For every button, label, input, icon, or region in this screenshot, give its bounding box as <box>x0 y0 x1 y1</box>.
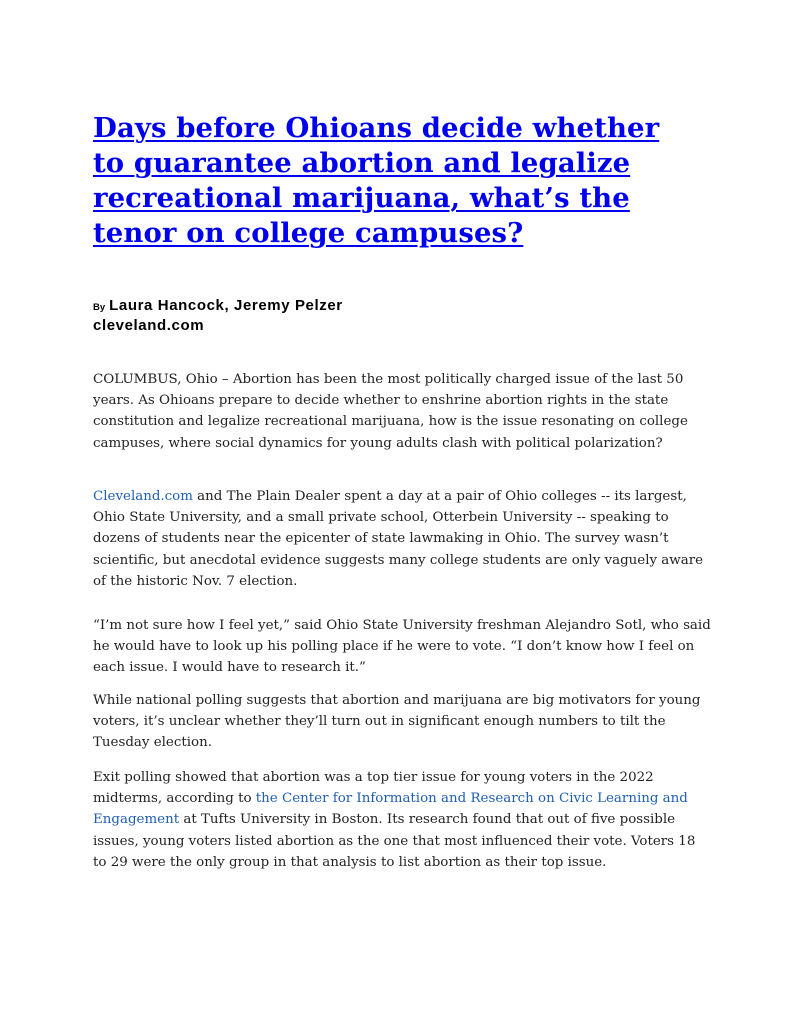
body-paragraph-2 <box>93 486 713 592</box>
outlet-name: cleveland.com <box>93 317 205 334</box>
body-paragraph-5-text-after: at Tufts University in Boston. Its research found that out of five possible issues, young voters listed abortion as the one that most influenced their vote. Voters 18 to 29 were the only group in that analysis to list abortion as their top issue. <box>93 812 696 870</box>
headline-link[interactable]: Days before Ohioans decide whether to guarantee abortion and legalize recreational marijuana, what’s the tenor on college campuses? <box>93 112 660 249</box>
circle-center-link[interactable]: the Center for Information and Research on Civic Learning and Engagement <box>93 791 688 828</box>
body-paragraph-4: While national polling suggests that abortion and marijuana are big motivators for young voters, it’s unclear whether they’ll turn out in significant enough numbers to tilt the Tuesday election. <box>93 693 701 751</box>
byline <box>93 297 343 315</box>
byline-prefix: By <box>93 302 106 313</box>
body-paragraph-3: “I’m not sure how I feel yet,” said Ohio State University freshman Alejandro Sotl, who said he would have to look up his polling place if he were to vote. “I don’t know how I feel on each issue. I would have to research it.” <box>93 618 711 676</box>
body-paragraph-5 <box>93 767 713 873</box>
byline-authors: Laura Hancock, Jeremy Pelzer <box>109 297 343 314</box>
body-paragraph-2-text: and The Plain Dealer spent a day at a pair of Ohio colleges -- its largest, Ohio State University, and a small private school, Otterbein University -- speaking to dozens of students near the epicenter of state lawmaking in Ohio. The survey wasn’t scientific, but anecdotal evidence suggests many college students are only vaguely aware of the historic Nov. 7 election. <box>93 489 704 589</box>
body-paragraph-1: COLUMBUS, Ohio – Abortion has been the most politically charged issue of the last 50 years. As Ohioans prepare to decide whether to enshrine abortion rights in the state constitution and legalize recreational marijuana, how is the issue resonating on college campuses, where social dynamics for young adults clash with political polarization? <box>93 372 688 451</box>
cleveland-link[interactable]: Cleveland.com <box>93 489 193 504</box>
body-paragraph-5-text-before: Exit polling showed that abortion was a top tier issue for young voters in the 2022 midterms, according to <box>93 770 654 807</box>
